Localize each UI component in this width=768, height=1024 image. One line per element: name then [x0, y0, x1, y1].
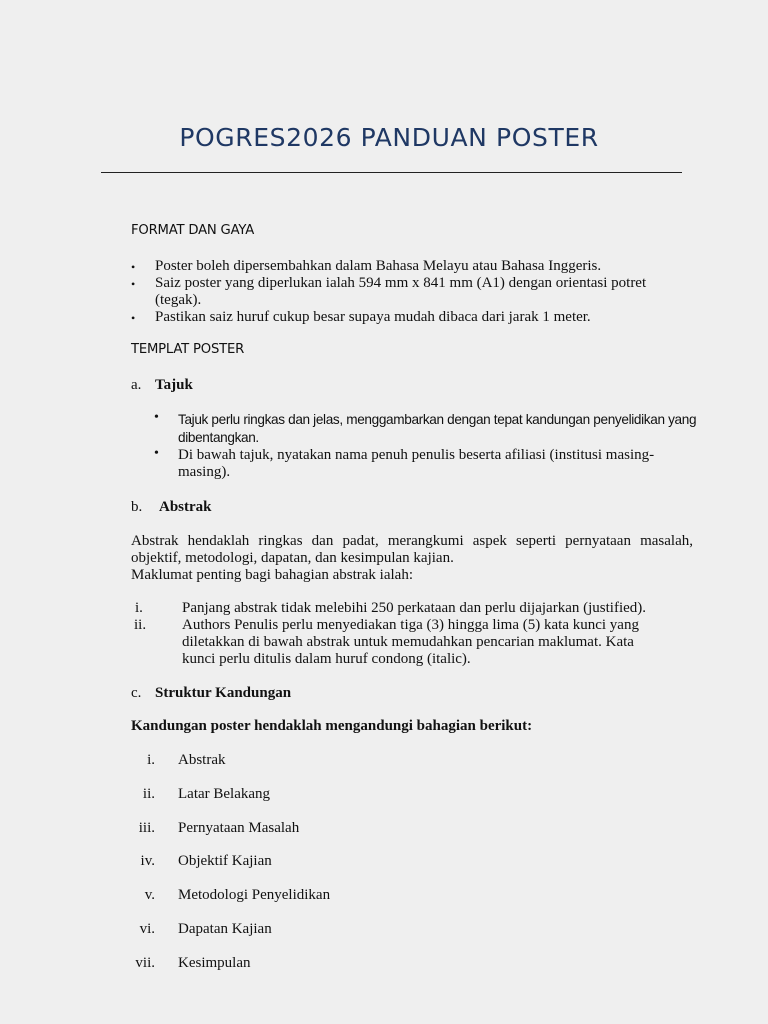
list-item: Authors Penulis perlu menyediakan tiga (3) hingga lima (5) kata kunci yang: [182, 617, 639, 633]
subsection-marker-c: c.: [131, 685, 142, 701]
bullet-icon: •: [131, 260, 136, 274]
list-item-continuation: masing).: [178, 464, 231, 480]
list-item: Di bawah tajuk, nyatakan nama penuh penulis beserta afiliasi (institusi masing-: [178, 447, 655, 463]
roman-marker: i.: [147, 752, 155, 768]
roman-marker: v.: [144, 887, 155, 903]
subsection-title-abstrak: Abstrak: [159, 499, 212, 515]
bullet-icon: •: [131, 311, 136, 325]
roman-marker: ii.: [142, 786, 155, 802]
bullet-icon: •: [154, 446, 159, 461]
structure-item: Dapatan Kajian: [178, 921, 272, 937]
abstract-paragraph-line: objektif, metodologi, dapatan, dan kesimpulan kajian.: [131, 550, 454, 566]
document-title: POGRES2026 PANDUAN POSTER: [179, 123, 599, 152]
structure-intro: Kandungan poster hendaklah mengandungi bahagian berikut:: [131, 718, 533, 734]
list-item: Pastikan saiz huruf cukup besar supaya mudah dibaca dari jarak 1 meter.: [155, 309, 591, 325]
roman-marker: vi.: [139, 921, 155, 937]
bullet-icon: •: [131, 277, 136, 291]
roman-marker: iv.: [140, 853, 155, 869]
structure-item: Latar Belakang: [178, 786, 271, 802]
structure-item: Objektif Kajian: [178, 853, 272, 869]
list-item: Tajuk perlu ringkas dan jelas, menggambarkan dengan tepat kandungan penyelidikan yang: [178, 412, 697, 427]
list-item-continuation: dibentangkan.: [178, 430, 259, 445]
list-item-continuation: (tegak).: [155, 292, 202, 308]
roman-marker: i.: [135, 600, 143, 616]
roman-marker: vii.: [135, 955, 155, 971]
list-item: Saiz poster yang diperlukan ialah 594 mm x 841 mm (A1) dengan orientasi potret: [155, 275, 647, 291]
title-divider: [101, 172, 682, 173]
roman-marker: iii.: [138, 820, 155, 836]
subsection-marker-a: a.: [131, 377, 142, 393]
structure-item: Metodologi Penyelidikan: [178, 887, 331, 903]
subsection-marker-b: b.: [131, 499, 143, 515]
section-heading-format: FORMAT DAN GAYA: [131, 223, 255, 238]
list-item-continuation: kunci perlu ditulis dalam huruf condong (italic).: [182, 651, 471, 667]
list-item-continuation: diletakkan di bawah abstrak untuk memudahkan pencarian maklumat. Kata: [182, 634, 634, 650]
list-item: Poster boleh dipersembahkan dalam Bahasa Melayu atau Bahasa Inggeris.: [155, 258, 602, 274]
subsection-title-tajuk: Tajuk: [155, 377, 193, 393]
structure-item: Abstrak: [178, 752, 226, 768]
bullet-icon: •: [154, 410, 159, 425]
subsection-title-struktur: Struktur Kandungan: [155, 685, 292, 701]
roman-marker: ii.: [134, 617, 147, 633]
structure-item: Pernyataan Masalah: [178, 820, 300, 836]
structure-item: Kesimpulan: [178, 955, 251, 971]
abstract-paragraph-line: Abstrak hendaklah ringkas dan padat, merangkumi aspek seperti pernyataan masalah,: [131, 533, 693, 549]
list-item: Panjang abstrak tidak melebihi 250 perkataan dan perlu dijajarkan (justified).: [182, 600, 647, 616]
section-heading-template: TEMPLAT POSTER: [131, 342, 245, 357]
abstract-paragraph-line: Maklumat penting bagi bahagian abstrak ialah:: [131, 567, 413, 583]
